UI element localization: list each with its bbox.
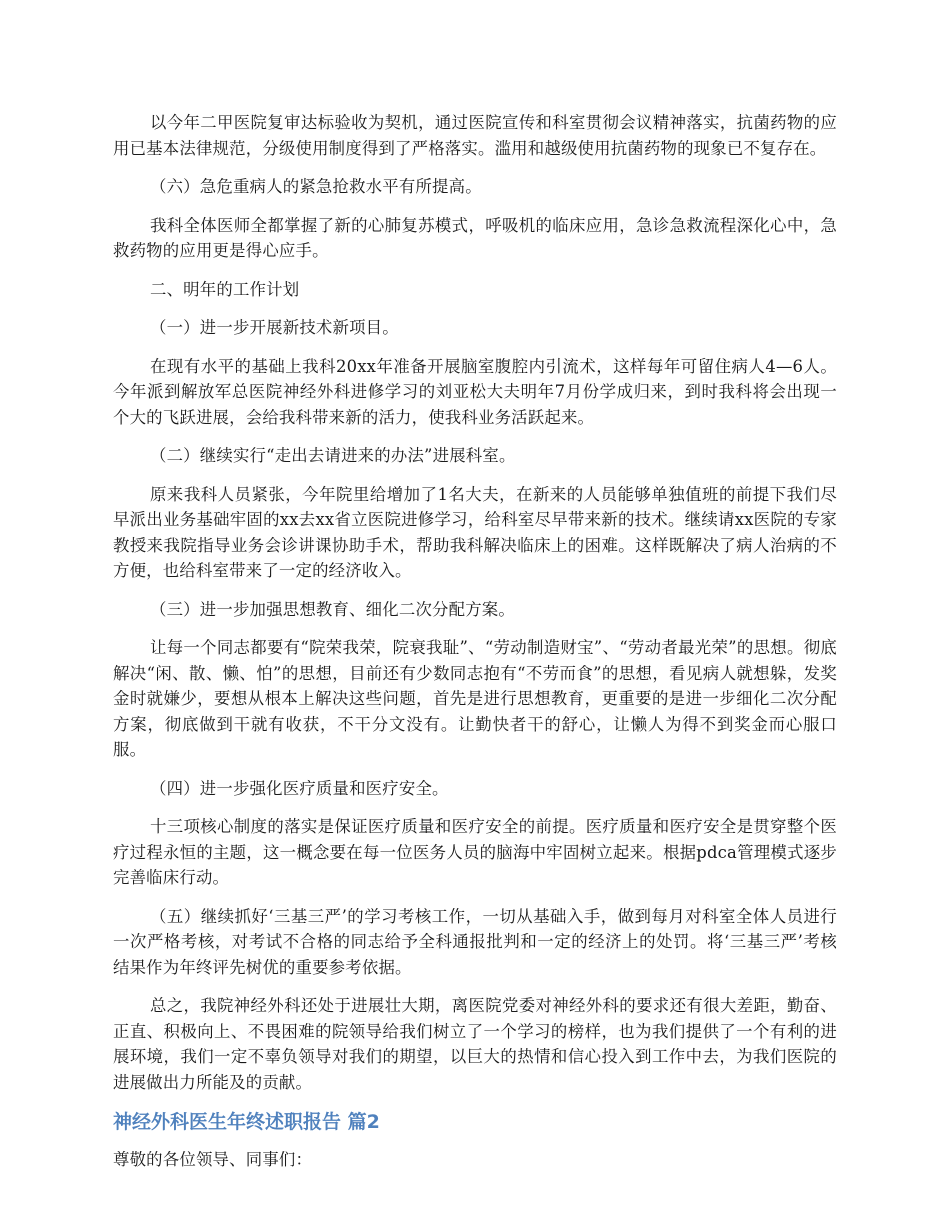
salutation: 尊敬的各位领导、同事们：	[113, 1150, 313, 1169]
paragraph: （五）继续抓好‘三基三严’的学习考核工作，一切从基础入手，做到每月对科室全体人员进行一次严格考核，对考试不合格的同志给予全科通报批判和一定的经济上的处罚。将‘三基三严’考核结果作为年终评先树优的重要参考依据。	[113, 906, 837, 977]
paragraph: 在现有水平的基础上我科20xx年准备开展脑室腹腔内引流术，这样每年可留住病人4—6人。今年派到解放军总医院神经外科进修学习的刘亚松大夫明年7月份学成归来，到时我科将会出现一个大的飞跃进展，会给我科带来新的活力，使我科业务活跃起来。	[113, 356, 837, 427]
paragraph: （三）进一步加强思想教育、细化二次分配方案。	[150, 599, 515, 619]
section-heading: 神经外科医生年终述职报告 篇2	[113, 1111, 380, 1133]
paragraph: 我科全体医师全都掌握了新的心肺复苏模式，呼吸机的临床应用，急诊急救流程深化心中，急救药物的应用更是得心应手。	[113, 215, 837, 260]
paragraph: 原来我科人员紧张，今年院里给增加了1名大夫，在新来的人员能够单独值班的前提下我们尽早派出业务基础牢固的xx去xx省立医院进修学习，给科室尽早带来新的技术。继续请xx医院的专家教授来我院指导业务会诊讲课协助手术，帮助我科解决临床上的困难。这样既解决了病人治病的不方便，也给科室带来了一定的经济收入。	[113, 484, 837, 580]
paragraph: 以今年二甲医院复审达标验收为契机，通过医院宣传和科室贯彻会议精神落实，抗菌药物的应用已基本法律规范，分级使用制度得到了严格落实。滥用和越级使用抗菌药物的现象已不复存在。	[113, 113, 837, 158]
paragraph: 总之，我院神经外科还处于进展壮大期，离医院党委对神经外科的要求还有很大差距，勤奋、正直、积极向上、不畏困难的院领导给我们树立了一个学习的榜样，也为我们提供了一个有利的进展环境，我们一定不辜负领导对我们的期望，以巨大的热情和信心投入到工作中去，为我们医院的进展做出力所能及的贡献。	[113, 996, 837, 1092]
paragraph: 十三项核心制度的落实是保证医疗质量和医疗安全的前提。医疗质量和医疗安全是贯穿整个医疗过程永恒的主题，这一概念要在每一位医务人员的脑海中牢固树立起来。根据pdca管理模式逐步完善临床行动。	[113, 817, 837, 887]
paragraph: （一）进一步开展新技术新项目。	[150, 318, 399, 337]
paragraph: （二）继续实行“走出去请进来的办法”进展科室。	[150, 446, 516, 465]
paragraph: （四）进一步强化医疗质量和医疗安全。	[150, 778, 449, 798]
paragraph: 二、明年的工作计划	[150, 279, 300, 299]
paragraph: （六）急危重病人的紧急抢救水平有所提高。	[150, 177, 482, 196]
paragraph: 让每一个同志都要有“院荣我荣，院衰我耻”、“劳动制造财宝”、“劳动者最光荣”的思想。彻底解决“闲、散、懒、怕”的思想，目前还有少数同志抱有“不劳而食”的思想，看见病人就想躲，发奖金时就嫌少，要想从根本上解决这些问题，首先是进行思想教育，更重要的是进一步细化二次分配方案，彻底做到干就有收获，不干分文没有。让勤快者干的舒心，让懒人为得不到奖金而心服口服。	[113, 638, 837, 759]
